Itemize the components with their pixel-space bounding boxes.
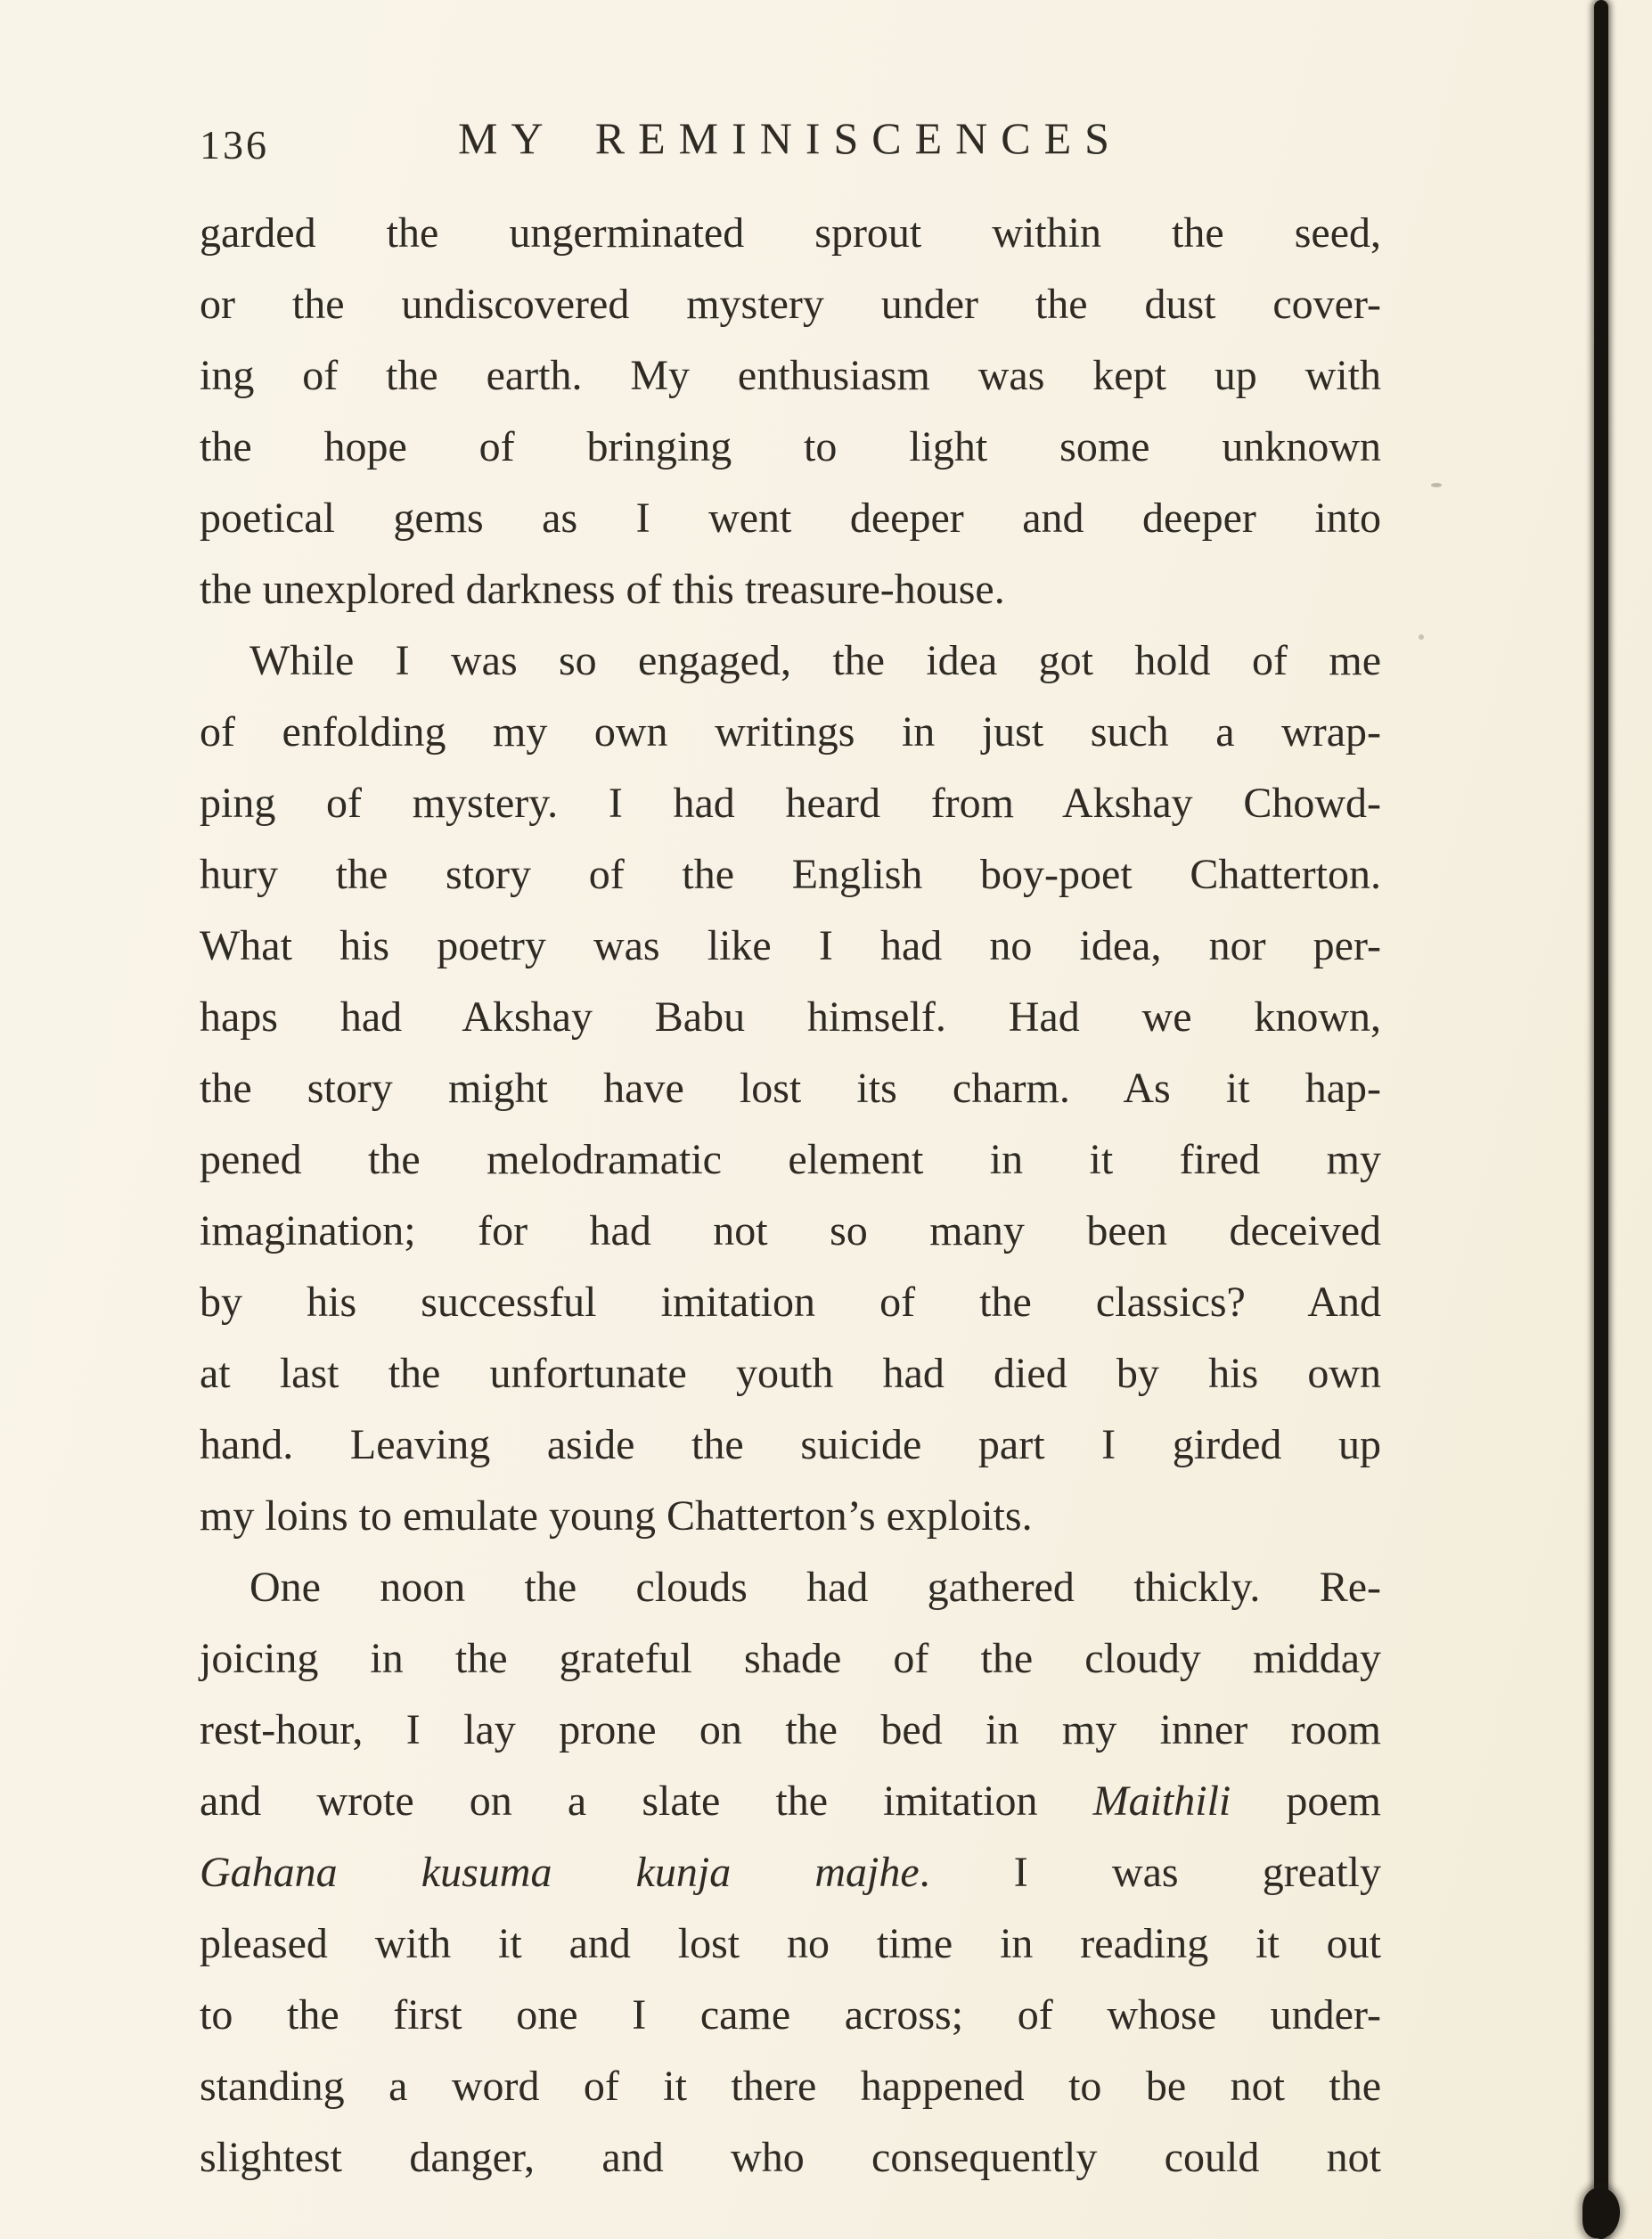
text-line: by his successful imitation of the classics? And [200, 1279, 1381, 1326]
text-line: at last the unfortunate youth had died by his own [200, 1350, 1381, 1397]
text-line: the unexplored darkness of this treasure-house. [200, 566, 1005, 613]
text-line: joicing in the grateful shade of the cloudy midday [200, 1635, 1381, 1682]
paragraph [200, 198, 1381, 625]
text-line: poetical gems as I went deeper and deeper into [200, 494, 1381, 542]
text-line: my loins to emulate young Chatterton’s exploits. [200, 1492, 1033, 1540]
text-line: What his poetry was like I had no idea, nor per- [200, 922, 1381, 969]
text-line: haps had Akshay Babu himself. Had we known, [200, 993, 1381, 1041]
text-line: While I was so engaged, the idea got hold of me [249, 637, 1381, 684]
text-line: ing of the earth. My enthusiasm was kept up with [200, 352, 1381, 399]
text-line: the hope of bringing to light some unknown [200, 423, 1381, 470]
text-line: of enfolding my own writings in just such a wrap- [200, 708, 1381, 756]
paragraph [200, 625, 1381, 1552]
page-number: 136 [200, 122, 269, 168]
text-line: Gahana kusuma kunja majhe. I was greatly [200, 1849, 1381, 1896]
text-line: standing a word of it there happened to be not the [200, 2063, 1381, 2110]
text-line: pleased with it and lost no time in reading it out [200, 1920, 1381, 1967]
text-block [200, 110, 1381, 2194]
binding-shadow [1594, 0, 1608, 2239]
page-header [200, 110, 1381, 166]
text-line: slightest danger, and who consequently could not [200, 2134, 1381, 2181]
text-line: the story might have lost its charm. As it hap- [200, 1065, 1381, 1112]
text-line: hury the story of the English boy-poet Chatterton. [200, 851, 1381, 898]
text-line: One noon the clouds had gathered thickly. Re- [249, 1564, 1381, 1611]
text-line: pened the melodramatic element in it fired my [200, 1136, 1381, 1183]
scan-speck [1431, 483, 1442, 487]
text-line: or the undiscovered mystery under the dust cover- [200, 281, 1381, 328]
text-line: imagination; for had not so many been deceived [200, 1207, 1381, 1254]
page-body-text [200, 198, 1381, 2194]
text-line: rest-hour, I lay prone on the bed in my inner room [200, 1706, 1381, 1753]
running-title: MY REMINISCENCES [458, 113, 1123, 163]
text-line: and wrote on a slate the imitation Maithili poem [200, 1777, 1381, 1825]
text-line: to the first one I came across; of whose under- [200, 1991, 1381, 2039]
text-line: hand. Leaving aside the suicide part I girded up [200, 1421, 1381, 1468]
paragraph [200, 1552, 1381, 2194]
text-line: ping of mystery. I had heard from Akshay Chowd- [200, 780, 1381, 827]
scan-speck [1419, 634, 1424, 640]
binding-shadow-tail [1582, 2188, 1620, 2238]
text-line: garded the ungerminated sprout within the seed, [200, 209, 1381, 257]
